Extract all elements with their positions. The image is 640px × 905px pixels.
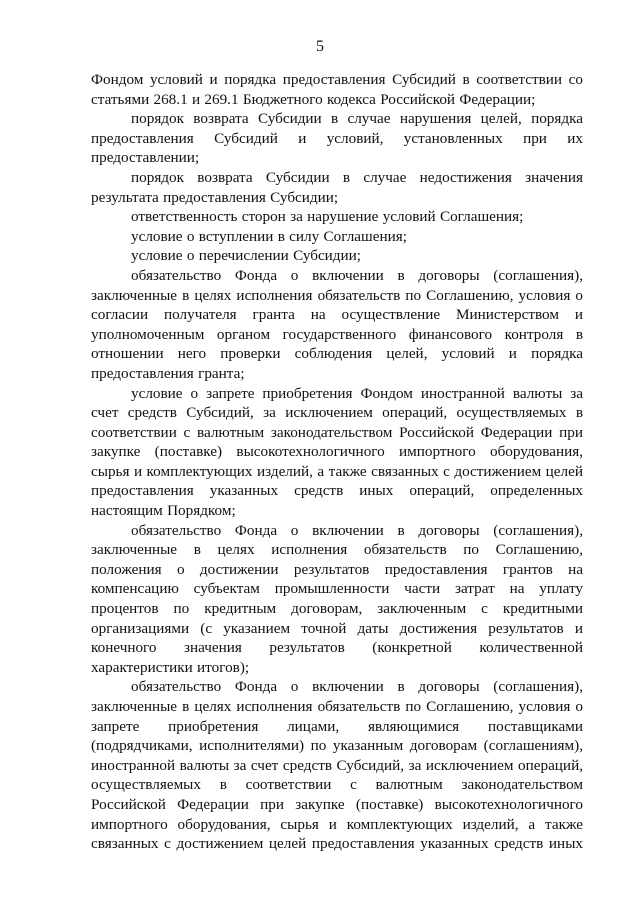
paragraph: обязательство Фонда о включении в договоры (соглашения), заключенные в целях исполнения обязательств по Соглашению, условия о согласии получателя гранта на осуществление Министерством и уполномоченным органом государственного финансового контроля в отношении него проверки соблюдения целей, условий и порядка предоставления гранта; xyxy=(91,266,583,382)
paragraph: условие о вступлении в силу Соглашения; xyxy=(131,227,407,245)
paragraph: обязательство Фонда о включении в договоры (соглашения), заключенные в целях исполнения обязательств по Соглашению, условия о запрете приобретения лицами, являющимися поставщиками (подрядчиками, исполнителями) по указанным договорам (соглашениям), иностранной валюты за счет средств Субсидий, за исключением операций, осуществляемых в соответствии с валютным законодательством Российской Федерации при закупке (поставке) высокотехнологичного импортного оборудования, сырья и комплектующих изделий, а также связанных с достижением целей предоставления указанных средств иных xyxy=(91,678,583,853)
page-number: 5 xyxy=(316,38,324,55)
paragraph: Фондом условий и порядка предоставления Субсидий в соответствии со статьями 268.1 и 269.1 Бюджетного кодекса Российской Федерации; xyxy=(91,71,583,108)
paragraph: порядок возврата Субсидии в случае недостижения значения результата предоставления Субсидии; xyxy=(91,168,583,206)
document-body xyxy=(91,70,583,854)
paragraph: обязательство Фонда о включении в договоры (соглашения), заключенные в целях исполнения обязательств по Соглашению, положения о достижении результатов предоставления грантов на компенсацию субъектам промышленности части затрат на уплату процентов по кредитным договорам, заключенным с кредитными организациями (с указанием точной даты достижения результатов и конечного значения результатов (конкретной количественной характеристики итогов); xyxy=(91,521,583,676)
paragraph: условие о запрете приобретения Фондом иностранной валюты за счет средств Субсидий, за исключением операций, осуществляемых в соответствии с валютным законодательством Российской Федерации при закупке (поставке) высокотехнологичного импортного оборудования, сырья и комплектующих изделий, а также связанных с достижением целей предоставления указанных средств иных операций, определенных настоящим Порядком; xyxy=(91,384,583,520)
paragraph: порядок возврата Субсидии в случае нарушения целей, порядка предоставления Субсидий и условий, установленных при их предоставлении; xyxy=(91,110,583,167)
paragraph: ответственность сторон за нарушение условий Соглашения; xyxy=(131,208,524,226)
paragraph: условие о перечислении Субсидии; xyxy=(131,247,362,265)
